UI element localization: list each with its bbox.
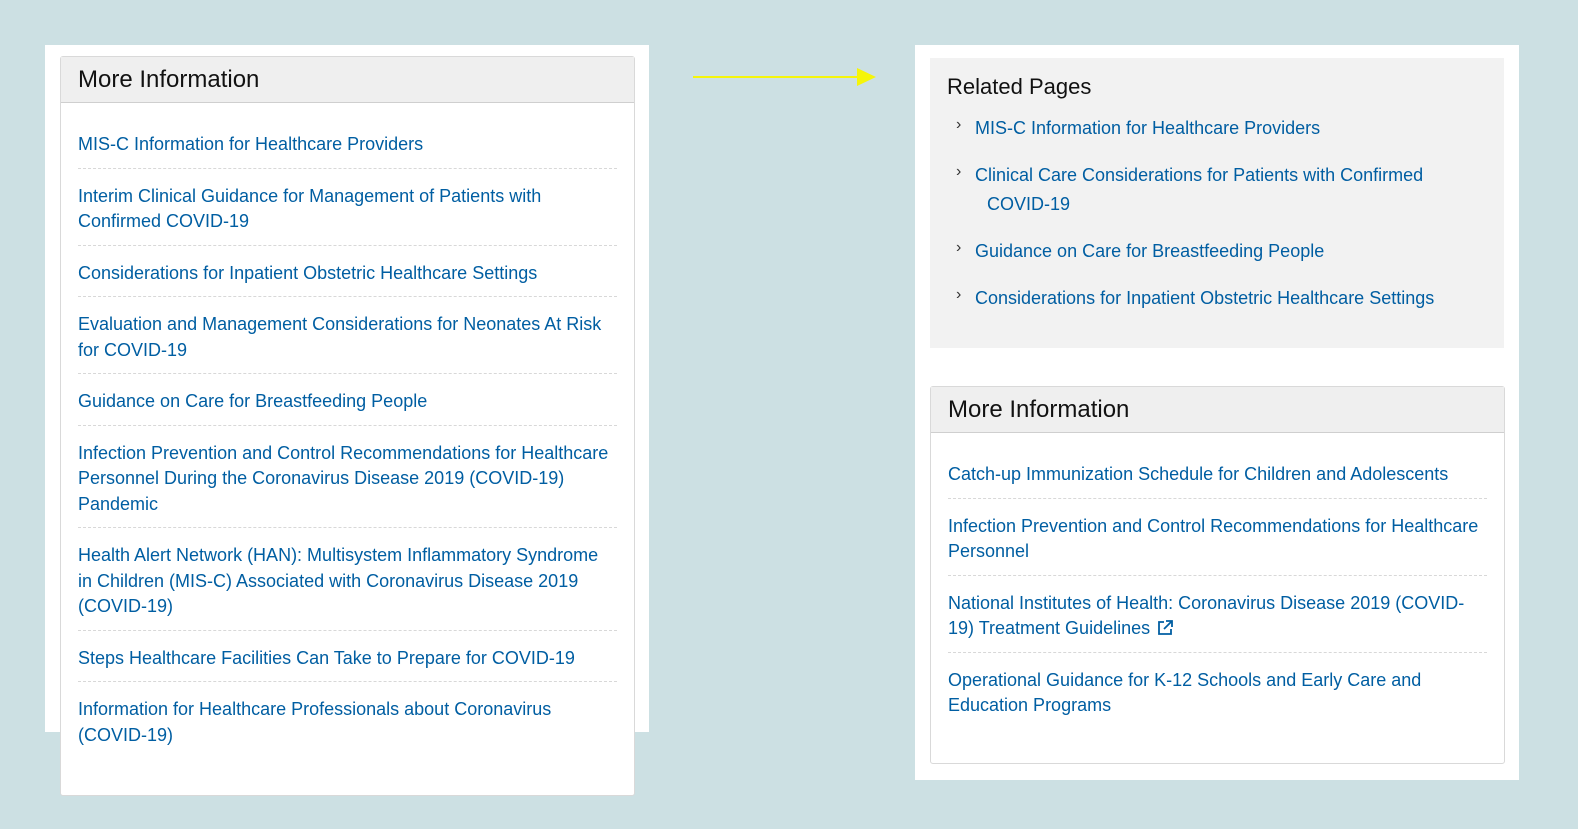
link-info-professionals[interactable]: Information for Healthcare Professionals about Coronavirus (COVID-19) xyxy=(78,699,552,745)
more-information-header: More Information xyxy=(61,57,634,103)
related-link-mis-c[interactable]: MIS-C Information for Healthcare Providers xyxy=(975,118,1321,138)
list-item xyxy=(78,246,617,298)
list-item xyxy=(947,237,1487,266)
list-item xyxy=(78,426,617,529)
list-item xyxy=(78,631,617,683)
chevron-right-icon: › xyxy=(956,239,962,256)
list-item xyxy=(948,576,1487,653)
list-item xyxy=(78,169,617,246)
arrow-right-icon xyxy=(693,68,877,88)
external-link-icon xyxy=(1156,619,1174,637)
link-infection-prevention[interactable]: Infection Prevention and Control Recommendations for Healthcare Personnel xyxy=(948,515,1479,561)
link-han-mis-c[interactable]: Health Alert Network (HAN): Multisystem Inflammatory Syndrome in Children (MIS-C) Associated with Coronavirus Disease 2019 (COVID-19) xyxy=(78,545,599,616)
link-infection-prevention[interactable]: Infection Prevention and Control Recommendations for Healthcare Personnel During the Coronavirus Disease 2019 (COVID-19) Pandemic xyxy=(78,442,609,514)
before-panel xyxy=(45,45,649,745)
link-mis-c-info[interactable]: MIS-C Information for Healthcare Providers xyxy=(78,134,424,154)
chevron-right-icon: › xyxy=(956,116,962,133)
link-neonates[interactable]: Evaluation and Management Considerations for Neonates At Risk for COVID-19 xyxy=(78,314,602,360)
more-information-card xyxy=(60,56,635,796)
list-item xyxy=(78,682,617,758)
related-pages-box xyxy=(930,58,1504,348)
more-information-card xyxy=(930,386,1505,764)
list-item xyxy=(948,653,1487,729)
chevron-right-icon: › xyxy=(956,163,962,180)
list-item xyxy=(78,119,617,169)
related-link-clinical-care[interactable] xyxy=(975,165,1423,214)
more-information-header: More Information xyxy=(931,387,1504,433)
list-item xyxy=(78,297,617,374)
after-panel xyxy=(915,45,1519,780)
related-link-clinical-care-line1: Clinical Care Considerations for Patients with Confirmed xyxy=(975,165,1424,185)
related-link-inpatient-obstetric[interactable]: Considerations for Inpatient Obstetric Healthcare Settings xyxy=(975,288,1435,308)
more-information-list xyxy=(931,433,1504,729)
link-inpatient-obstetric[interactable]: Considerations for Inpatient Obstetric Healthcare Settings xyxy=(78,262,538,283)
list-item xyxy=(947,161,1487,219)
related-link-breastfeeding[interactable]: Guidance on Care for Breastfeeding People xyxy=(975,241,1325,261)
link-breastfeeding[interactable]: Guidance on Care for Breastfeeding People xyxy=(78,391,428,411)
list-item xyxy=(948,499,1487,576)
link-k12-operational-guidance[interactable]: Operational Guidance for K-12 Schools and Early Care and Education Programs xyxy=(948,669,1422,715)
list-item xyxy=(78,528,617,631)
list-item xyxy=(948,449,1487,499)
link-nih-treatment-guidelines[interactable]: National Institutes of Health: Coronavirus Disease 2019 (COVID-19) Treatment Guidelines xyxy=(948,592,1465,638)
more-information-list xyxy=(61,103,634,758)
list-item xyxy=(78,374,617,426)
link-interim-clinical-guidance[interactable]: Interim Clinical Guidance for Management of Patients with Confirmed COVID-19 xyxy=(78,185,542,231)
related-pages-title: Related Pages xyxy=(947,74,1092,99)
chevron-right-icon: › xyxy=(956,286,962,303)
list-item xyxy=(947,284,1487,313)
list-item xyxy=(947,114,1487,143)
related-link-clinical-care-line2: COVID-19 xyxy=(987,194,1071,214)
link-catch-up-immunization[interactable]: Catch-up Immunization Schedule for Children and Adolescents xyxy=(948,464,1449,484)
link-steps-healthcare[interactable]: Steps Healthcare Facilities Can Take to Prepare for COVID-19 xyxy=(78,647,575,668)
related-pages-list xyxy=(947,114,1487,313)
